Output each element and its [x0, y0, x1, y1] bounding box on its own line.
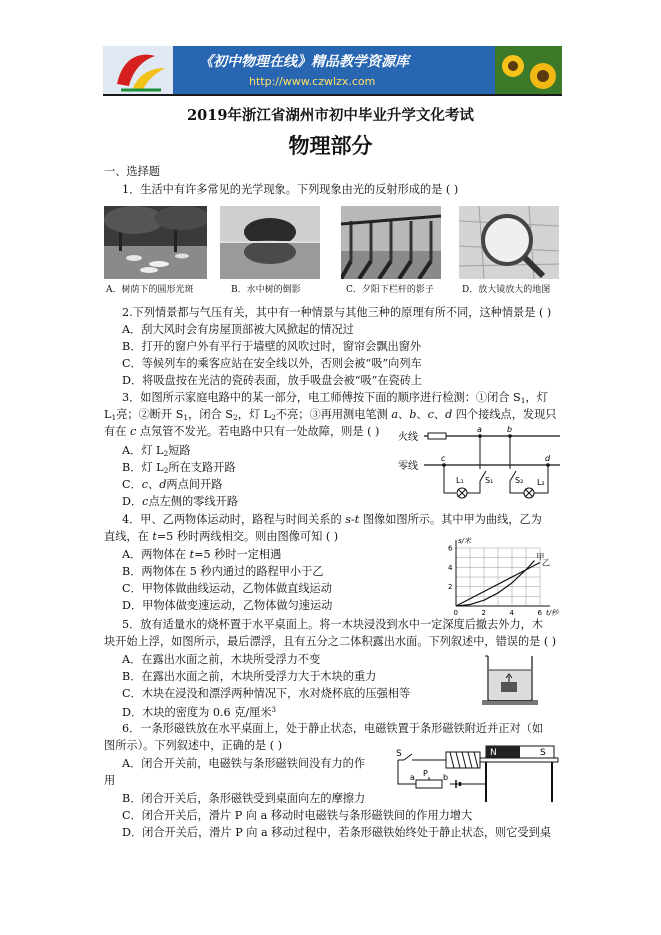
point-a-label: a	[477, 425, 482, 434]
neutral-wire-label: 零线	[398, 461, 418, 472]
lamp-l2-label: L₂	[537, 478, 545, 487]
q1-caption-c: C．夕阳下栏杆的影子	[346, 285, 434, 295]
q4-line1: 4．甲、乙两物体运动时，路程与时间关系的 s-t 图像如图所示。其中甲为曲线，乙为	[122, 513, 542, 526]
q6-line2: 图所示）。下列叙述中，正确的是 ( )	[104, 739, 283, 752]
q5-line2: 块开始上浮，如图所示，最后漂浮，且有五分之二体积露出水面。下列叙述中，错误的是 ( )	[104, 635, 557, 648]
q1-caption-a: A．树荫下的圆形光斑	[106, 285, 194, 295]
q4-option-b: B．两物体在 5 秒内通过的路程甲小于乙	[122, 565, 324, 578]
q5-beaker-diagram	[482, 652, 538, 706]
q1-stem: 1．生活中有许多常见的光学现象。下列现象由光的反射形成的是 ( )	[122, 183, 459, 196]
point-d-label: d	[545, 454, 551, 463]
q3-option-a: A．灯 $L_2$短路	[122, 444, 191, 458]
switch-label: S	[396, 749, 402, 759]
fuse-icon	[428, 433, 446, 439]
y-tick-label: 2	[448, 583, 453, 592]
q1-photo-d	[459, 206, 559, 279]
y-tick-label: 4	[448, 563, 453, 572]
banner-title: 《初中物理在线》精品教学资源库	[199, 54, 409, 70]
banner-divider	[103, 94, 562, 96]
q6-option-a-line2: 用	[104, 774, 116, 787]
q6-option-c: C．闭合开关后，滑片 P 向 a 移动时电磁铁与条形磁铁间的作用力增大	[122, 809, 473, 822]
q2-option-a: A．刮大风时会有房屋顶部被大风掀起的情况过	[122, 323, 354, 336]
q1-photo-a	[104, 206, 207, 279]
lamp-l1-label: L₁	[456, 476, 464, 485]
switch-s2-label: S₂	[515, 476, 524, 485]
rheostat-b-label: b	[443, 773, 449, 782]
exam-title: 2019年浙江省湖州市初中毕业升学文化考试	[187, 107, 474, 124]
q1-caption-d: D．放大镜放大的地图	[462, 285, 551, 295]
rheostat-a-label: a	[410, 773, 415, 782]
magnet-n-label: N	[490, 748, 497, 758]
slider-p-label: P	[423, 769, 428, 778]
q3-option-d: D．c点左侧的零线开路	[122, 495, 238, 508]
q2-option-d: D．将吸盘按在光洁的瓷砖表面，放手吸盘会被“吸”在瓷砖上	[122, 374, 423, 387]
q3-circuit-diagram	[398, 425, 560, 505]
q5-option-c: C．木块在浸没和漂浮两种情况下，水对烧杯底的压强相等	[122, 687, 411, 700]
q4-line2: 直线，在 t=5 秒时两线相交。则由图像可知 ( )	[104, 530, 339, 543]
x-tick-label: 2	[481, 609, 486, 617]
q4-option-c: C．甲物体做曲线运动，乙物体做直线运动	[122, 582, 332, 595]
q3-line3: 有在 c 点氖管不发光。若电路中只有一处故障，则是 ( )	[104, 425, 380, 438]
x-axis-label: t/秒	[546, 609, 559, 617]
q5-line1: 5．放有适量水的烧杯置于水平桌面上。将一木块浸没到水中一定深度后撤去外力，木	[122, 618, 544, 631]
y-tick-label: 6	[448, 544, 453, 553]
point-c-label: c	[441, 454, 446, 463]
rheostat-icon	[416, 780, 442, 788]
q2-option-b: B．打开的窗户外有平行于墙壁的风吹过时，窗帘会飘出窗外	[122, 340, 422, 353]
q6-option-d: D．闭合开关后，滑片 P 向 a 移动过程中，若条形磁铁始终处于静止状态，则它受到桌	[122, 826, 551, 839]
q1-photo-b	[220, 206, 320, 279]
q3-option-b: B．灯 $L_2$所在支路开路	[122, 461, 236, 475]
header-banner	[103, 46, 562, 94]
q5-option-b: B．在露出水面之前，木块所受浮力大于木块的重力	[122, 670, 377, 683]
series-label-jia: 甲	[536, 552, 545, 562]
q3-option-c: C．c、d两点间开路	[122, 478, 223, 491]
live-wire-label: 火线	[398, 432, 418, 443]
q5-option-a: A．在露出水面之前，木块所受浮力不变	[122, 653, 321, 666]
section-title: 物理部分	[288, 133, 373, 158]
q2-option-c: C．等候列车的乘客应站在安全线以外，否则会被“吸”向列车	[122, 357, 422, 370]
magnet-s-label: S	[540, 748, 546, 758]
series-label-yi: 乙	[542, 558, 550, 568]
q6-electromagnet-diagram	[390, 742, 560, 806]
q3-line1: 3．如图所示家庭电路中的某一部分，电工师傅按下面的顺序进行检测：①闭合 $S_1$，灯	[122, 391, 548, 405]
point-b-label: b	[507, 425, 513, 434]
q6-option-a-line1: A．闭合开关前，电磁铁与条形磁铁间没有力的作	[122, 757, 366, 770]
switch-s1-label: S₁	[485, 476, 494, 485]
x-tick-label: 4	[509, 609, 514, 617]
banner-url: http://www.czwlzx.com	[249, 75, 376, 88]
q6-line1: 6．一条形磁铁放在水平桌面上，处于静止状态，电磁铁置于条形磁铁附近并正对（如	[122, 722, 544, 735]
q4-option-a: A．两物体在 t=5 秒时一定相遇	[122, 548, 282, 561]
q1-caption-b: B．水中树的倒影	[231, 285, 301, 295]
q4-st-chart	[440, 536, 560, 618]
wood-block-icon	[501, 682, 517, 692]
switch-icon	[404, 754, 412, 760]
y-axis-label: s/米	[458, 537, 472, 545]
banner-art	[103, 46, 562, 94]
q6-option-b: B．闭合开关后，条形磁铁受到桌面向左的摩擦力	[122, 792, 366, 805]
x-tick-label: 0	[453, 609, 458, 617]
q4-option-d: D．甲物体做变速运动，乙物体做匀速运动	[122, 599, 333, 612]
section-label: 一、选择题	[104, 165, 160, 178]
x-tick-label: 6	[537, 609, 542, 617]
q2-stem: 2.下列情景都与气压有关，其中有一种情景与其他三种的原理有所不同，这种情景是 ( )	[122, 306, 552, 319]
q5-option-d: D．木块的密度为 0.6 克/厘米$^3$	[122, 706, 276, 719]
q3-line2: $L_1$亮；②断开 $S_1$，闭合 $S_2$，灯 $L_2$不亮；③再用测电笔测 a、b、c、d 四个接线点，发现只	[104, 408, 557, 422]
table-top-icon	[480, 758, 558, 762]
q1-photo-c	[341, 206, 441, 279]
